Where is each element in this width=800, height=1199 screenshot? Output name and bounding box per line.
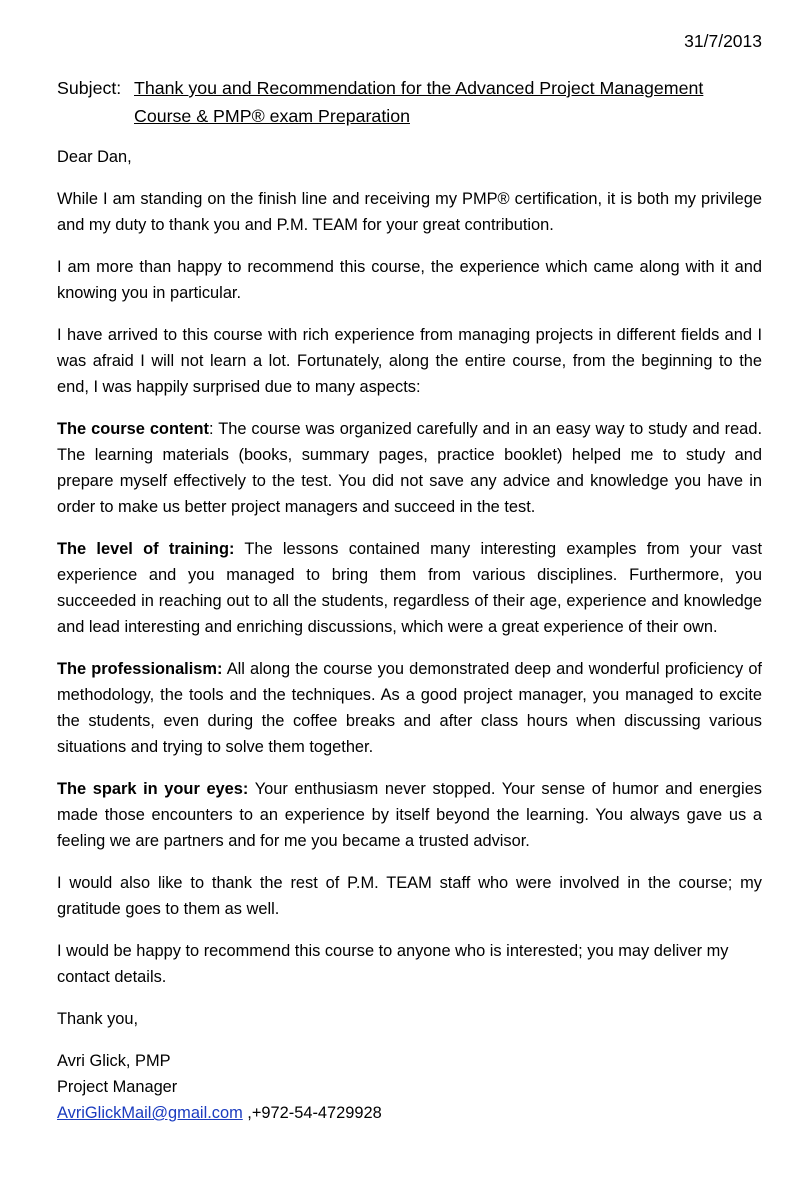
paragraph-thanks: While I am standing on the finish line and receiving my PMP® certification, it is both my privilege and my duty to thank you and P.M. TEAM for your great contribution. xyxy=(57,190,762,234)
closing: Thank you, xyxy=(57,1010,139,1028)
paragraph-staff-thanks: I would also like to thank the rest of P.M. TEAM staff who were involved in the course; my gratitude goes to them as well. xyxy=(57,874,762,918)
paragraph-professionalism xyxy=(57,656,762,760)
signature-contact xyxy=(57,1100,762,1126)
paragraph-recommend-intro: I am more than happy to recommend this course, the experience which came along with it and knowing you in particular. xyxy=(57,258,762,302)
subject-label: Subject: xyxy=(57,78,122,98)
spark-text: Your enthusiasm never stopped. Your sense of humor and energies made those encounters to an experience by itself beyond the learning. You always gave us a feeling we are partners and for me you became a trusted advisor. xyxy=(57,780,762,850)
paragraph-background: I have arrived to this course with rich experience from managing projects in different fields and I was afraid I will not learn a lot. Fortunately, along the entire course, from the beginning to the end, I was happily surprised due to many aspects: xyxy=(57,326,762,396)
letter-date: 31/7/2013 xyxy=(684,31,762,51)
signature-block xyxy=(57,1048,762,1126)
training-level-heading: The level of training: xyxy=(57,540,235,558)
letter-body xyxy=(57,74,762,1126)
course-content-text: : The course was organized carefully and in an easy way to study and read. The learning materials (books, summary pages, practice booklet) helped me to study and prepare myself effectively to the test. You did not save any advice and knowledge you have in order to make us better project managers and succeed in the test. xyxy=(57,420,762,516)
paragraph-final-recommend: I would be happy to recommend this course to anyone who is interested; you may deliver my contact details. xyxy=(57,942,729,986)
signature-title: Project Manager xyxy=(57,1078,178,1096)
professionalism-heading: The professionalism: xyxy=(57,660,223,678)
professionalism-text: All along the course you demonstrated deep and wonderful proficiency of methodology, the tools and the techniques. As a good project manager, you managed to excite the students, even during the coffee breaks and after class hours when discussing various situations and trying to solve them together. xyxy=(57,660,762,756)
paragraph-training-level xyxy=(57,536,762,640)
paragraph-spark xyxy=(57,776,762,854)
spark-heading: The spark in your eyes: xyxy=(57,780,249,798)
subject-line xyxy=(57,74,762,130)
phone-number: ,+972-54-4729928 xyxy=(242,1104,382,1122)
email-link[interactable]: AvriGlickMail@gmail.com xyxy=(57,1104,243,1122)
training-level-text: The lessons contained many interesting examples from your vast experience and you managed to bring them from various disciplines. Furthermore, you succeeded in reaching out to all the students, regardless of their age, experience and knowledge and lead interesting and enriching discussions, which were a great experience of their own. xyxy=(57,540,763,636)
course-content-heading: The course content xyxy=(57,420,209,438)
paragraph-course-content xyxy=(57,416,762,520)
signature-name: Avri Glick, PMP xyxy=(57,1052,171,1070)
greeting: Dear Dan, xyxy=(57,148,132,166)
subject-text: Thank you and Recommendation for the Advanced Project Management Course & PMP® exam Preparation xyxy=(134,78,704,126)
